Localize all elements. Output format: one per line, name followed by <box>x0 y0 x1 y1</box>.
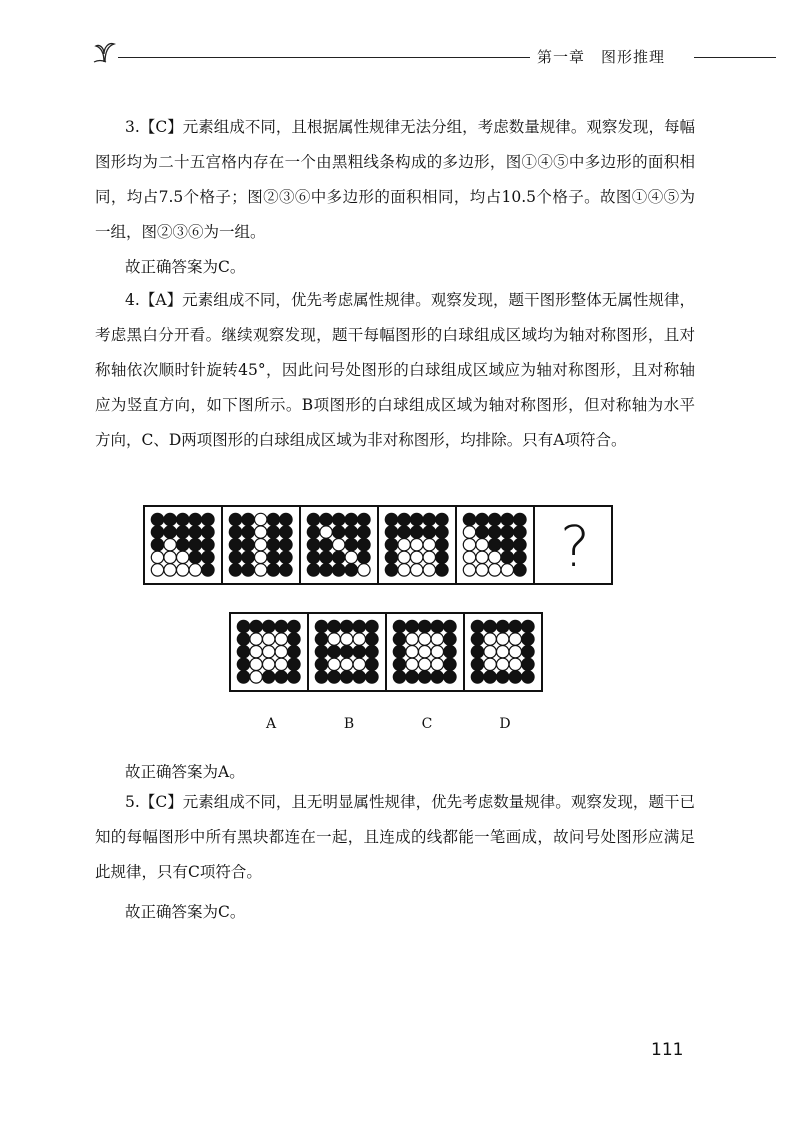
black-ball <box>320 513 332 525</box>
black-ball <box>307 539 319 551</box>
white-ball <box>497 646 509 658</box>
white-ball <box>345 551 357 563</box>
white-ball <box>177 564 189 576</box>
white-ball <box>341 633 353 645</box>
black-ball <box>151 539 163 551</box>
black-ball <box>411 513 423 525</box>
header-rule-left <box>118 57 530 58</box>
black-ball <box>229 513 241 525</box>
option-figure-3-ball-grid <box>387 614 463 690</box>
black-ball <box>164 513 176 525</box>
black-ball <box>353 646 365 658</box>
black-ball <box>476 526 488 538</box>
black-ball <box>431 671 443 683</box>
black-ball <box>341 646 353 658</box>
white-ball <box>151 564 163 576</box>
black-ball <box>444 671 456 683</box>
black-ball <box>436 526 448 538</box>
white-ball <box>275 646 287 658</box>
black-ball <box>423 513 435 525</box>
black-ball <box>514 551 526 563</box>
black-ball <box>406 671 418 683</box>
page-number: 111 <box>651 1040 684 1060</box>
question-figure-5-ball-grid <box>457 507 533 583</box>
option-figure-2-ball-grid <box>309 614 385 690</box>
answer-q5: 故正确答案为C。 <box>125 903 246 921</box>
white-ball <box>431 658 443 670</box>
black-ball <box>267 551 279 563</box>
black-ball <box>353 671 365 683</box>
black-ball <box>436 539 448 551</box>
black-ball <box>242 526 254 538</box>
black-ball <box>263 671 275 683</box>
black-ball <box>267 564 279 576</box>
black-ball <box>237 671 249 683</box>
question-figure-1-ball-grid <box>145 507 221 583</box>
white-ball <box>476 539 488 551</box>
black-ball <box>385 526 397 538</box>
white-ball <box>353 658 365 670</box>
black-ball <box>333 526 345 538</box>
black-ball <box>471 671 483 683</box>
white-ball <box>406 633 418 645</box>
question-figure-unknown <box>533 505 613 585</box>
option-figure-4-ball-grid <box>465 614 541 690</box>
black-ball <box>489 539 501 551</box>
black-ball <box>307 564 319 576</box>
black-ball <box>522 646 534 658</box>
black-ball <box>444 633 456 645</box>
black-ball <box>177 539 189 551</box>
black-ball <box>189 526 201 538</box>
black-ball <box>288 671 300 683</box>
white-ball <box>353 633 365 645</box>
black-ball <box>275 671 287 683</box>
white-ball <box>151 551 163 563</box>
black-ball <box>497 671 509 683</box>
black-ball <box>358 513 370 525</box>
black-ball <box>353 620 365 632</box>
white-ball <box>509 646 521 658</box>
white-ball <box>255 526 267 538</box>
white-ball <box>484 633 496 645</box>
white-ball <box>423 539 435 551</box>
black-ball <box>307 551 319 563</box>
black-ball <box>366 620 378 632</box>
white-ball <box>463 539 475 551</box>
black-ball <box>522 671 534 683</box>
black-ball <box>436 564 448 576</box>
black-ball <box>280 539 292 551</box>
black-ball <box>393 633 405 645</box>
black-ball <box>275 620 287 632</box>
explanation-q4: 4.【A】元素组成不同，优先考虑属性规律。观察发现，题干图形整体无属性规律，考虑黑白分开看。继续观察发现，题干每幅图形的白球组成区域均为轴对称图形，且对称轴依次顺时针旋转45°，因此问号处图形的白球组成区域应为轴对称图形，且对称轴应为竖直方向，如下图所示。B项图形的白球组成区域为轴对称图形，但对称轴为水平方向，C、D两项图形的白球组成区域为非对称图形，均排除。只有A项符合。 <box>95 291 695 449</box>
black-ball <box>263 620 275 632</box>
black-ball <box>280 564 292 576</box>
black-ball <box>242 539 254 551</box>
black-ball <box>406 620 418 632</box>
white-ball <box>263 658 275 670</box>
black-ball <box>177 513 189 525</box>
black-ball <box>341 620 353 632</box>
black-ball <box>307 526 319 538</box>
black-ball <box>358 526 370 538</box>
black-ball <box>288 633 300 645</box>
white-ball <box>484 646 496 658</box>
black-ball <box>164 526 176 538</box>
black-ball <box>328 620 340 632</box>
black-ball <box>333 564 345 576</box>
black-ball <box>229 539 241 551</box>
black-ball <box>280 513 292 525</box>
black-ball <box>288 620 300 632</box>
white-ball <box>509 658 521 670</box>
question-mark: ? <box>560 514 590 580</box>
black-ball <box>358 551 370 563</box>
black-ball <box>237 620 249 632</box>
white-ball <box>320 526 332 538</box>
chapter-header <box>537 46 665 67</box>
black-ball <box>242 564 254 576</box>
white-ball <box>164 551 176 563</box>
black-ball <box>288 646 300 658</box>
white-ball <box>509 633 521 645</box>
black-ball <box>202 564 214 576</box>
black-ball <box>514 539 526 551</box>
black-ball <box>202 526 214 538</box>
option-label-d: D <box>499 716 511 732</box>
white-ball <box>411 551 423 563</box>
black-ball <box>398 513 410 525</box>
white-ball <box>255 513 267 525</box>
white-ball <box>358 564 370 576</box>
black-ball <box>177 526 189 538</box>
black-ball <box>267 513 279 525</box>
answer-q4: 故正确答案为A。 <box>125 763 245 781</box>
white-ball <box>398 564 410 576</box>
white-ball <box>164 564 176 576</box>
black-ball <box>419 671 431 683</box>
option-label-c: C <box>421 716 433 732</box>
black-ball <box>250 620 262 632</box>
black-ball <box>419 620 431 632</box>
question-figure-3-ball-grid <box>301 507 377 583</box>
black-ball <box>393 671 405 683</box>
black-ball <box>366 658 378 670</box>
explanation-q5: 5.【C】元素组成不同，且无明显属性规律，优先考虑数量规律。观察发现，题干已知的每幅图形中所有黑块都连在一起，且连成的线都能一笔画成，故问号处图形应满足此规律，只有C项符合。 <box>95 793 695 881</box>
black-ball <box>345 513 357 525</box>
chapter-title: 图形推理 <box>601 48 666 66</box>
option-figure-b <box>307 612 387 692</box>
black-ball <box>315 633 327 645</box>
white-ball <box>263 646 275 658</box>
black-ball <box>411 526 423 538</box>
black-ball <box>484 671 496 683</box>
black-ball <box>320 551 332 563</box>
question-figure-4-ball-grid <box>379 507 455 583</box>
white-ball <box>419 658 431 670</box>
white-ball <box>501 564 513 576</box>
black-ball <box>385 539 397 551</box>
black-ball <box>315 646 327 658</box>
black-ball <box>393 620 405 632</box>
black-ball <box>333 513 345 525</box>
black-ball <box>328 671 340 683</box>
chapter-number: 第一章 <box>537 48 586 66</box>
black-ball <box>444 658 456 670</box>
black-ball <box>280 551 292 563</box>
black-ball <box>267 539 279 551</box>
black-ball <box>497 620 509 632</box>
white-ball <box>398 551 410 563</box>
white-ball <box>419 633 431 645</box>
white-ball <box>250 646 262 658</box>
black-ball <box>501 539 513 551</box>
option-figure-d <box>463 612 543 692</box>
black-ball <box>315 658 327 670</box>
black-ball <box>385 551 397 563</box>
black-ball <box>341 671 353 683</box>
option-label-b: B <box>343 716 355 732</box>
black-ball <box>471 658 483 670</box>
white-ball <box>406 646 418 658</box>
black-ball <box>320 564 332 576</box>
black-ball <box>431 620 443 632</box>
white-ball <box>431 633 443 645</box>
black-ball <box>501 526 513 538</box>
explanation-q3: 3.【C】元素组成不同，且根据属性规律无法分组，考虑数量规律。观察发现，每幅图形均为二十五宫格内存在一个由黑粗线条构成的多边形，图①④⑤中多边形的面积相同，均占7.5个格子；图②③⑥中多边形的面积相同，均占10.5个格子。故图①④⑤为一组，图②③⑥为一组。 <box>95 118 695 241</box>
black-ball <box>522 620 534 632</box>
sprout-icon <box>90 38 120 66</box>
white-ball <box>484 658 496 670</box>
question-figure-2 <box>221 505 301 585</box>
white-ball <box>411 539 423 551</box>
question-figure-4 <box>377 505 457 585</box>
white-ball <box>476 564 488 576</box>
question-figure-3 <box>299 505 379 585</box>
white-ball <box>255 539 267 551</box>
white-ball <box>328 633 340 645</box>
black-ball <box>202 513 214 525</box>
black-ball <box>509 671 521 683</box>
black-ball <box>514 513 526 525</box>
option-figure-row <box>229 612 541 692</box>
black-ball <box>522 658 534 670</box>
option-figure-1-ball-grid <box>231 614 307 690</box>
black-ball <box>385 564 397 576</box>
black-ball <box>237 633 249 645</box>
white-ball <box>423 551 435 563</box>
black-ball <box>501 551 513 563</box>
black-ball <box>393 658 405 670</box>
white-ball <box>333 539 345 551</box>
black-ball <box>242 513 254 525</box>
black-ball <box>471 620 483 632</box>
option-figure-a <box>229 612 309 692</box>
black-ball <box>202 539 214 551</box>
black-ball <box>463 513 475 525</box>
black-ball <box>522 633 534 645</box>
white-ball <box>476 551 488 563</box>
white-ball <box>497 633 509 645</box>
option-figure-c <box>385 612 465 692</box>
option-label-a: A <box>265 716 277 732</box>
white-ball <box>164 539 176 551</box>
white-ball <box>419 646 431 658</box>
black-ball <box>366 671 378 683</box>
black-ball <box>489 526 501 538</box>
question-figure-2-ball-grid <box>223 507 299 583</box>
black-ball <box>514 526 526 538</box>
black-ball <box>242 551 254 563</box>
black-ball <box>333 551 345 563</box>
white-ball <box>255 551 267 563</box>
black-ball <box>315 620 327 632</box>
black-ball <box>423 526 435 538</box>
white-ball <box>463 526 475 538</box>
black-ball <box>345 526 357 538</box>
black-ball <box>501 513 513 525</box>
white-ball <box>423 564 435 576</box>
white-ball <box>263 633 275 645</box>
black-ball <box>328 646 340 658</box>
black-ball <box>288 658 300 670</box>
header-rule-right <box>694 57 776 58</box>
white-ball <box>250 633 262 645</box>
black-ball <box>345 564 357 576</box>
black-ball <box>237 646 249 658</box>
black-ball <box>436 551 448 563</box>
black-ball <box>366 646 378 658</box>
white-ball <box>275 633 287 645</box>
black-ball <box>509 620 521 632</box>
black-ball <box>307 513 319 525</box>
black-ball <box>151 526 163 538</box>
black-ball <box>444 646 456 658</box>
black-ball <box>151 513 163 525</box>
white-ball <box>275 658 287 670</box>
white-ball <box>255 564 267 576</box>
white-ball <box>250 671 262 683</box>
white-ball <box>463 564 475 576</box>
black-ball <box>471 633 483 645</box>
white-ball <box>328 658 340 670</box>
question-figure-row <box>143 505 611 585</box>
white-ball <box>177 551 189 563</box>
black-ball <box>398 526 410 538</box>
black-ball <box>366 633 378 645</box>
black-ball <box>471 646 483 658</box>
black-ball <box>189 539 201 551</box>
black-ball <box>393 646 405 658</box>
black-ball <box>489 513 501 525</box>
white-ball <box>489 564 501 576</box>
black-ball <box>202 551 214 563</box>
black-ball <box>267 526 279 538</box>
answer-q3: 故正确答案为C。 <box>125 258 246 276</box>
black-ball <box>189 513 201 525</box>
white-ball <box>406 658 418 670</box>
white-ball <box>489 551 501 563</box>
white-ball <box>497 658 509 670</box>
white-ball <box>398 539 410 551</box>
black-ball <box>358 539 370 551</box>
black-ball <box>229 526 241 538</box>
black-ball <box>315 671 327 683</box>
white-ball <box>431 646 443 658</box>
question-figure-5 <box>455 505 535 585</box>
white-ball <box>411 564 423 576</box>
black-ball <box>484 620 496 632</box>
white-ball <box>250 658 262 670</box>
black-ball <box>229 564 241 576</box>
white-ball <box>341 658 353 670</box>
black-ball <box>280 526 292 538</box>
white-ball <box>463 551 475 563</box>
black-ball <box>189 551 201 563</box>
black-ball <box>444 620 456 632</box>
black-ball <box>385 513 397 525</box>
black-ball <box>436 513 448 525</box>
black-ball <box>229 551 241 563</box>
black-ball <box>237 658 249 670</box>
black-ball <box>514 564 526 576</box>
black-ball <box>320 539 332 551</box>
black-ball <box>476 513 488 525</box>
white-ball <box>189 564 201 576</box>
black-ball <box>345 539 357 551</box>
question-figure-1 <box>143 505 223 585</box>
